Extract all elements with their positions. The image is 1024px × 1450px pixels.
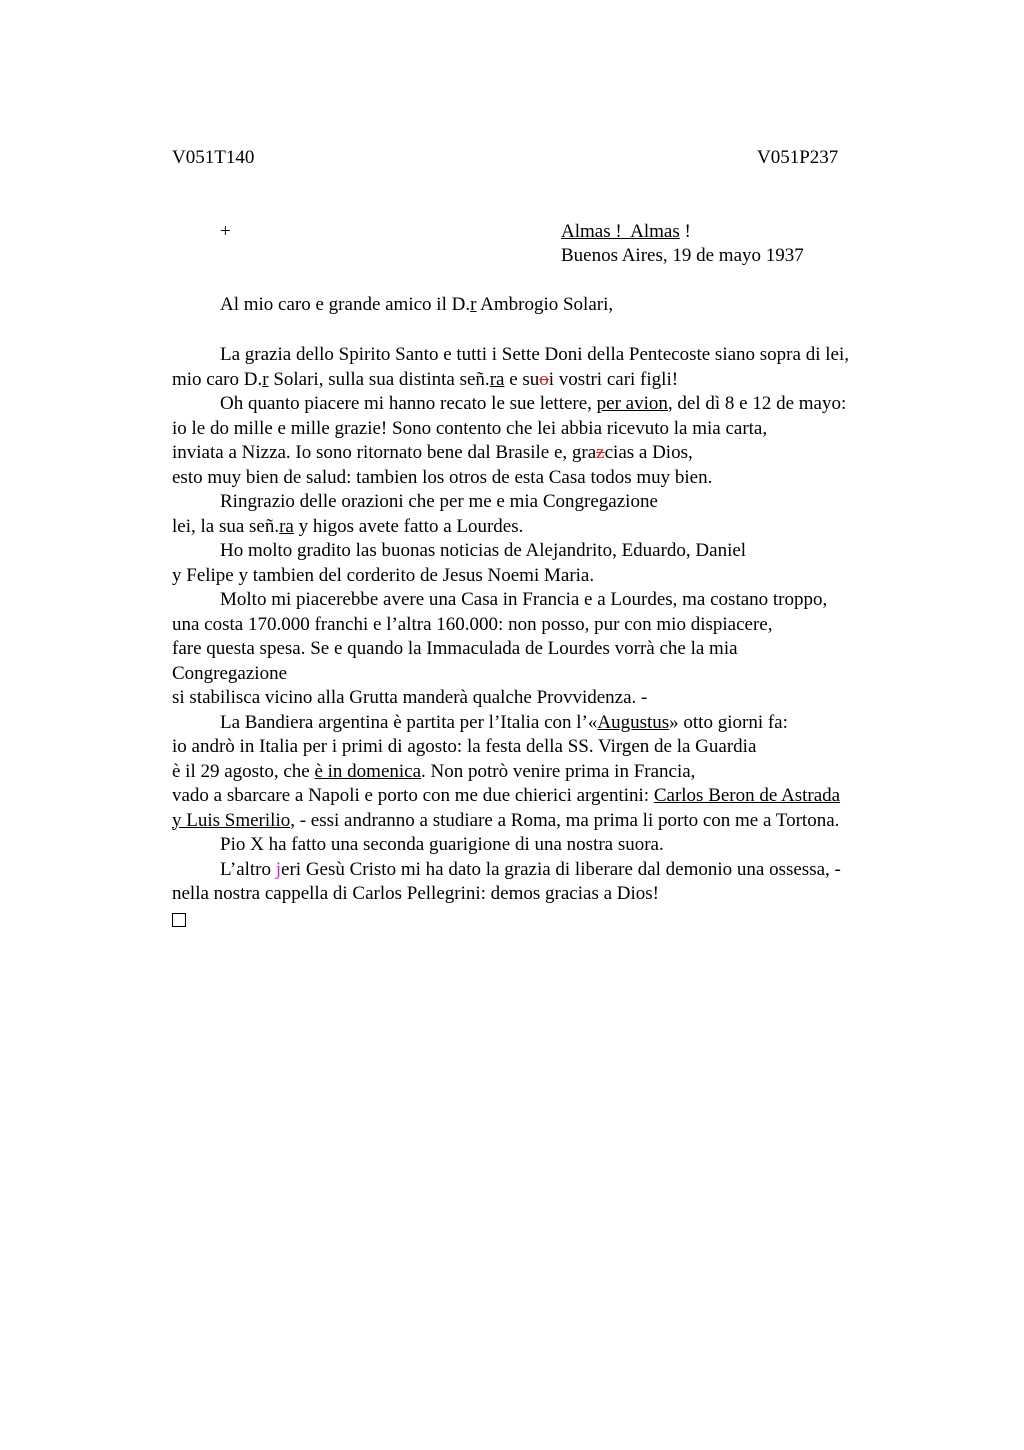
text-run: e su: [504, 368, 540, 390]
text-run: lei, la sua señ.: [172, 515, 280, 537]
body-line: [172, 760, 912, 785]
inserted-letter: j: [275, 858, 282, 880]
deleted-letter: z: [596, 442, 605, 463]
document-code-left: V051T140: [172, 147, 255, 168]
text-run: , del dì 8 e 12 de mayo:: [667, 393, 847, 414]
text-run: L’altro: [220, 858, 276, 880]
letter-body: [172, 343, 912, 931]
body-line: una costa 170.000 franchi e l’altra 160.000: non posso, pur con mio dispiacere,: [172, 613, 773, 635]
body-line: [172, 784, 912, 809]
page-code-right: V051P237: [757, 147, 839, 168]
body-line: Molto mi piacerebbe avere una Casa in Francia e a Lourdes, ma costano troppo,: [220, 589, 828, 610]
body-line: fare questa spesa. Se e quando la Immaculada de Lourdes vorrà che la mia: [172, 638, 738, 659]
body-line: Congregazione: [172, 662, 288, 684]
text-run: cias a Dios,: [604, 442, 693, 463]
body-line: si stabilisca vicino alla Grutta manderà qualche Provvidenza. -: [172, 687, 648, 708]
underlined-abbrev: r: [262, 368, 269, 390]
motto-second: Almas: [630, 221, 680, 242]
place-date: Buenos Aires, 19 de mayo 1937: [561, 245, 804, 266]
text-run: vado a sbarcare a Napoli e porto con me due chierici argentini:: [172, 785, 654, 806]
body-line: io le do mille e mille grazie! Sono contento che lei abbia ricevuto la mia carta,: [172, 417, 768, 439]
body-line: [172, 858, 912, 883]
body-line: esto muy bien de salud: tambien los otros de esta Casa todos muy bien.: [172, 466, 713, 488]
salutation-after: Ambrogio Solari,: [476, 294, 614, 315]
body-line: Ho molto gradito las buonas noticias de Alejandrito, Eduardo, Daniel: [220, 540, 747, 561]
text-run: . Non potrò venire prima in Francia,: [421, 760, 696, 782]
body-line: [172, 515, 912, 540]
underlined-name: y Luis Smerilio: [172, 809, 291, 831]
text-run: è il 29 agosto, che: [172, 760, 315, 782]
body-line: [172, 392, 912, 417]
motto: [561, 220, 691, 244]
motto-separator: [622, 221, 630, 242]
cross-mark: +: [220, 221, 231, 242]
underlined-abbrev: ra: [489, 368, 505, 390]
body-line: [172, 711, 912, 736]
body-line: nella nostra cappella di Carlos Pellegrini: demos gracias a Dios!: [172, 883, 659, 904]
text-run: inviata a Nizza. Io sono ritornato bene dal Brasile e, gra: [172, 442, 597, 463]
salutation: [220, 293, 613, 317]
body-line: io andrò in Italia per i primi di agosto: la festa della SS. Virgen de la Guardia: [172, 736, 757, 757]
salutation-before: Al mio caro e grande amico il D.: [220, 294, 471, 315]
text-run: Solari, sulla sua distinta señ.: [268, 368, 490, 390]
end-marker-line: [172, 907, 912, 932]
body-line: [172, 809, 912, 834]
body-line: [172, 441, 912, 466]
underlined-ship-name: Augustus: [597, 711, 670, 733]
underlined-name: Carlos Beron de Astrada: [653, 785, 841, 806]
body-line: [172, 368, 912, 393]
end-checkbox-icon: [172, 913, 186, 927]
text-run: i vostri cari figli!: [548, 368, 679, 390]
text-run: , - essi andranno a studiare a Roma, ma prima li porto con me a Tortona.: [290, 809, 840, 831]
text-run: La Bandiera argentina è partita per l’Italia con l’«: [220, 711, 598, 733]
text-run: eri Gesù Cristo mi ha dato la grazia di liberare dal demonio una ossessa, -: [281, 858, 841, 880]
body-line: Pio X ha fatto una seconda guarigione di una nostra suora.: [220, 834, 664, 855]
underlined-phrase: è in domenica: [314, 760, 422, 782]
underlined-abbrev: ra: [279, 515, 294, 537]
text-run: Oh quanto piacere mi hanno recato le sue lettere,: [220, 393, 597, 414]
salutation-superscript: r: [470, 294, 477, 315]
text-run: y higos avete fatto a Lourdes.: [293, 515, 524, 537]
motto-first: Almas !: [561, 221, 622, 242]
underlined-phrase: per avion: [596, 393, 668, 414]
body-line: Ringrazio delle orazioni che per me e mia Congregazione: [220, 491, 658, 512]
text-run: » otto giorni fa:: [669, 711, 788, 733]
text-run: mio caro D.: [172, 368, 263, 390]
body-line: La grazia dello Spirito Santo e tutti i Sette Doni della Pentecoste siano sopra di lei,: [220, 344, 849, 365]
deleted-letter: o: [539, 368, 549, 390]
motto-end: !: [679, 221, 691, 242]
body-line: y Felipe y tambien del corderito de Jesus Noemi Maria.: [172, 564, 595, 586]
